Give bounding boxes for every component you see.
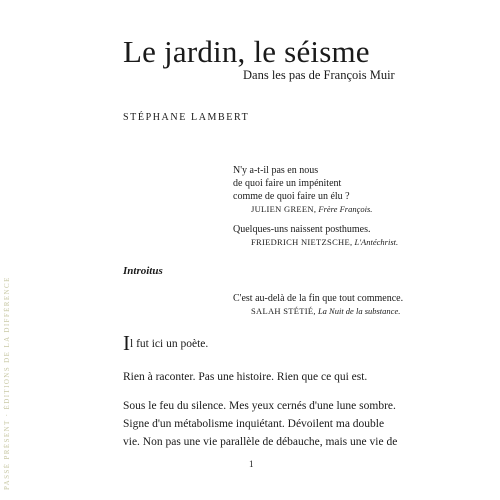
paragraph-line: vie. Non pas une vie parallèle de débauche, mais une vie de xyxy=(123,436,398,448)
epigraph-source xyxy=(233,203,372,216)
spine-text: PASSÉ PRÉSENT · ÉDITIONS DE LA DIFFÉRENCE xyxy=(3,276,11,490)
book-title: Le jardin, le séisme xyxy=(123,34,370,69)
epigraph-stetie xyxy=(233,292,403,318)
paragraph: Rien à raconter. Pas une histoire. Rien que ce qui est. xyxy=(123,371,368,383)
epigraph-line: N'y a-t-il pas en nous xyxy=(233,165,319,176)
page-number: 1 xyxy=(249,459,254,469)
paragraph-line: Signe d'un métabolisme inquiétant. Dévoilent ma double xyxy=(123,418,385,430)
epigraph-line: Quelques-uns naissent posthumes. xyxy=(233,224,371,235)
epigraph-work: L'Antéchrist. xyxy=(354,237,399,247)
epigraph-line: comme de quoi faire un élu ? xyxy=(233,191,350,202)
epigraph-line: C'est au-delà de la fin que tout commence. xyxy=(233,293,404,304)
paragraph-line: Sous le feu du silence. Mes yeux cernés d'une lune sombre. xyxy=(123,400,396,412)
section-title: Introitus xyxy=(123,265,163,277)
book-subtitle: Dans les pas de François Muir xyxy=(243,68,395,82)
epigraph-author: SALAH STÉTIÉ, xyxy=(251,306,316,316)
epigraph-green xyxy=(233,164,372,216)
epigraph-line: de quoi faire un impénitent xyxy=(233,178,342,189)
epigraph-author: JULIEN GREEN, xyxy=(251,204,317,214)
epigraph-nietzsche xyxy=(233,223,398,249)
author-name: STÉPHANE LAMBERT xyxy=(123,112,250,123)
epigraph-author: FRIEDRICH NIETZSCHE, xyxy=(251,237,353,247)
opening-line xyxy=(123,331,209,355)
opening-line-text: l fut ici un poète. xyxy=(130,338,209,350)
epigraph-work: La Nuit de la substance. xyxy=(317,306,401,316)
epigraph-source xyxy=(233,305,403,318)
epigraph-source xyxy=(233,236,398,249)
epigraph-work: Frère François. xyxy=(318,204,373,214)
drop-cap: I xyxy=(123,331,130,355)
